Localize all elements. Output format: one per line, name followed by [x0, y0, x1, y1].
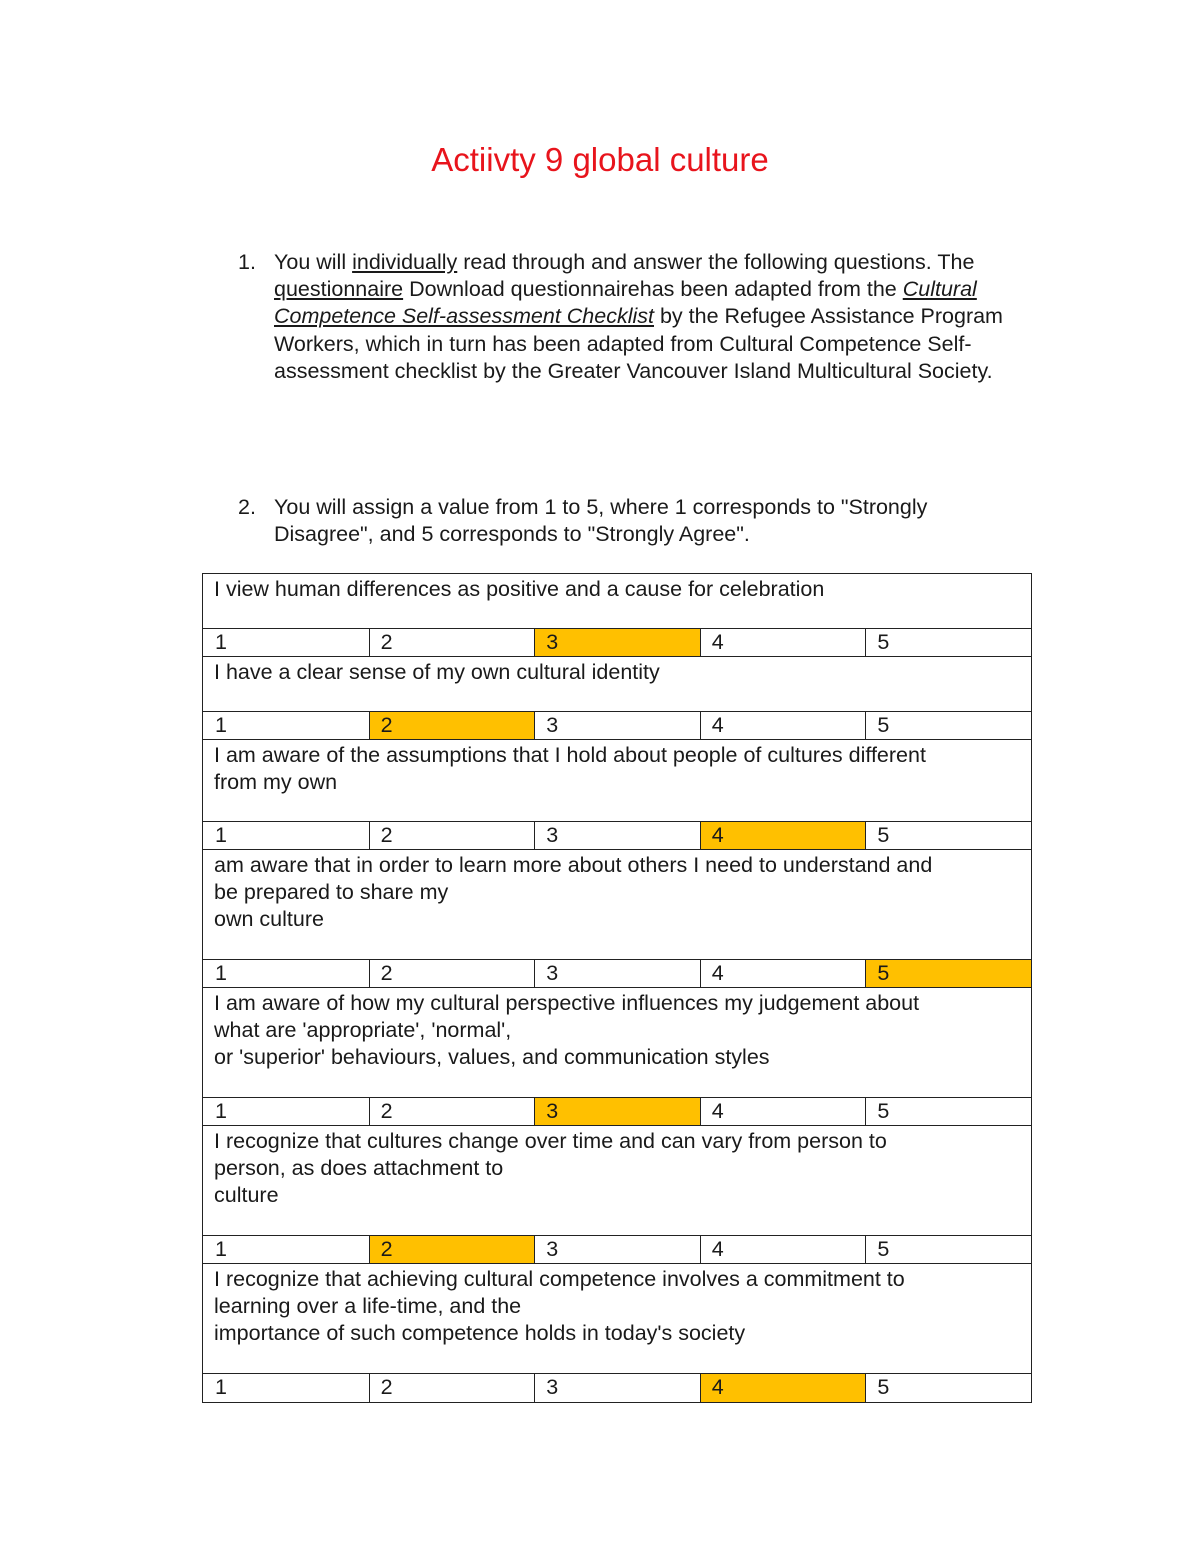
- rating-option[interactable]: 4: [700, 1236, 866, 1263]
- rating-option[interactable]: 5: [865, 822, 1031, 849]
- rating-option[interactable]: 1: [215, 1099, 227, 1123]
- question-cell: [203, 657, 1031, 712]
- questionnaire-link[interactable]: questionnaire: [274, 277, 404, 302]
- rating-row: [203, 712, 1031, 740]
- rating-option-selected[interactable]: 5: [865, 960, 1031, 987]
- rating-option[interactable]: 1: [215, 961, 227, 985]
- rating-option[interactable]: 3: [534, 1236, 700, 1263]
- text-run: by the Refugee Assistance Program Workers, which in turn has been adapted from Cultural Competence Self-assessment checklist by the Greater Vancouver Island Multicultural Society.: [274, 304, 1003, 383]
- rating-option[interactable]: 3: [534, 960, 700, 987]
- rating-row: [203, 822, 1031, 850]
- rating-option[interactable]: 5: [865, 1098, 1031, 1125]
- instruction-number: 2.: [238, 495, 256, 519]
- question-text-line: am aware that in order to learn more about others I need to understand and: [214, 853, 933, 877]
- question-text-line: I recognize that achieving cultural competence involves a commitment to: [214, 1267, 905, 1291]
- rating-option[interactable]: 1: [215, 713, 227, 737]
- rating-option-selected[interactable]: 3: [534, 1098, 700, 1125]
- question-text-line: I view human differences as positive and a cause for celebration: [214, 577, 825, 601]
- question-cell: [203, 574, 1031, 629]
- rating-option[interactable]: 5: [865, 629, 1031, 656]
- question-cell: [203, 1264, 1031, 1374]
- rating-option-selected[interactable]: 2: [369, 712, 535, 739]
- rating-option-selected[interactable]: 4: [700, 822, 866, 849]
- rating-row: [203, 1236, 1031, 1264]
- question-cell: [203, 850, 1031, 960]
- question-text-line: culture: [214, 1183, 279, 1208]
- rating-option[interactable]: 1: [215, 630, 227, 654]
- rating-option[interactable]: 4: [700, 629, 866, 656]
- question-text-line: be prepared to share my: [214, 880, 449, 905]
- rating-option[interactable]: 2: [369, 960, 535, 987]
- rating-option[interactable]: 3: [534, 1374, 700, 1402]
- question-cell: [203, 988, 1031, 1098]
- rating-option[interactable]: 5: [865, 1374, 1031, 1402]
- document-title: Actiivty 9 global culture: [431, 141, 769, 178]
- checklist-link[interactable]: Cultural Competence Self-assessment Checklist: [274, 277, 977, 329]
- rating-option[interactable]: 2: [369, 1374, 535, 1402]
- rating-option[interactable]: 5: [865, 1236, 1031, 1263]
- text-run-underlined: individually: [352, 250, 458, 274]
- question-text-line: from my own: [214, 770, 338, 795]
- question-text-line: what are 'appropriate', 'normal',: [214, 1018, 512, 1043]
- question-text-line: learning over a life-time, and the: [214, 1294, 522, 1319]
- question-text-line: I recognize that cultures change over time and can vary from person to: [214, 1129, 887, 1153]
- rating-option[interactable]: 1: [215, 823, 227, 847]
- rating-option[interactable]: 1: [215, 1375, 227, 1399]
- question-cell: [203, 740, 1031, 822]
- rating-option[interactable]: 4: [700, 712, 866, 739]
- rating-option[interactable]: 2: [369, 629, 535, 656]
- rating-option[interactable]: 3: [534, 822, 700, 849]
- rating-option[interactable]: 2: [369, 822, 535, 849]
- rating-option[interactable]: 4: [700, 1098, 866, 1125]
- rating-row: [203, 1374, 1031, 1402]
- instruction-text: You will assign a value from 1 to 5, where 1 corresponds to "Strongly Disagree", and 5 corresponds to "Strongly Agree".: [274, 495, 928, 547]
- question-text-line: I am aware of the assumptions that I hold about people of cultures different: [214, 743, 926, 767]
- question-text-line: own culture: [214, 907, 324, 932]
- question-text-line: I have a clear sense of my own cultural identity: [214, 660, 660, 684]
- rating-option-selected[interactable]: 2: [369, 1236, 535, 1263]
- rating-option-selected[interactable]: 3: [534, 629, 700, 656]
- rating-option[interactable]: 5: [865, 712, 1031, 739]
- text-run: read through and answer the following questions. The: [457, 250, 975, 274]
- rating-option-selected[interactable]: 4: [700, 1374, 866, 1402]
- question-cell: [203, 1126, 1031, 1236]
- questionnaire-table: [202, 573, 1032, 1403]
- instruction-number: 1.: [238, 250, 256, 274]
- text-run: You will: [274, 250, 353, 274]
- rating-row: [203, 960, 1031, 988]
- rating-option[interactable]: 3: [534, 712, 700, 739]
- rating-option[interactable]: 4: [700, 960, 866, 987]
- rating-option[interactable]: 2: [369, 1098, 535, 1125]
- rating-row: [203, 1098, 1031, 1126]
- instruction-text: [274, 249, 1004, 385]
- rating-row: [203, 629, 1031, 657]
- rating-option[interactable]: 1: [215, 1237, 227, 1261]
- question-text-line: or 'superior' behaviours, values, and communication styles: [214, 1045, 770, 1070]
- question-text-line: importance of such competence holds in today's society: [214, 1321, 746, 1346]
- question-text-line: person, as does attachment to: [214, 1156, 504, 1181]
- text-run: Download questionnairehas been adapted from the: [403, 277, 903, 302]
- question-text-line: I am aware of how my cultural perspective influences my judgement about: [214, 991, 920, 1015]
